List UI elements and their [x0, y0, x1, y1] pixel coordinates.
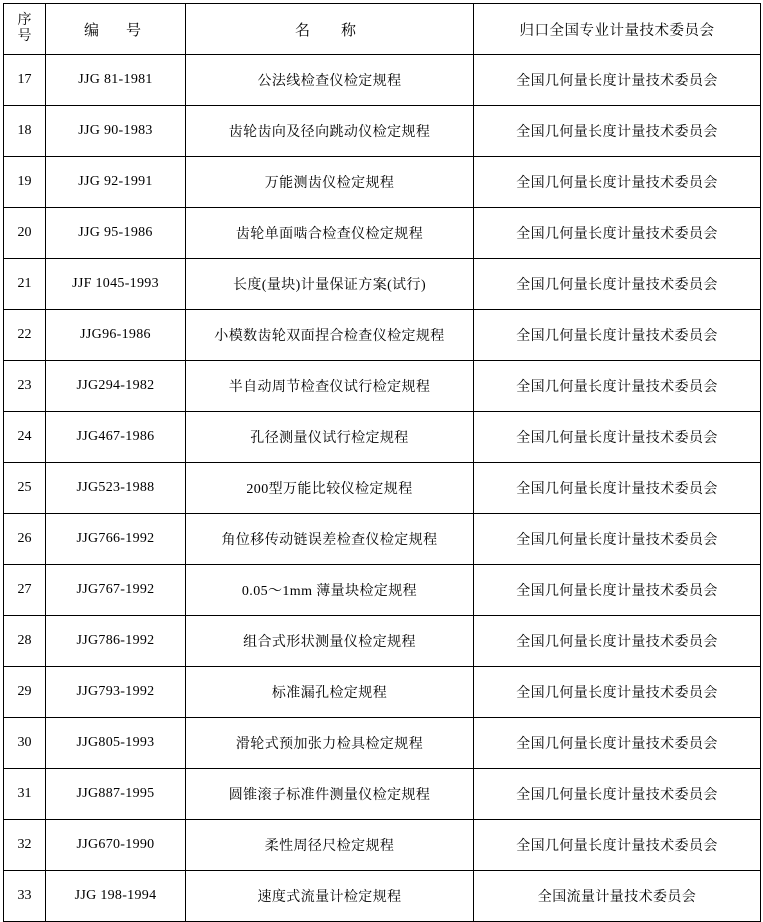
cell-name: 齿轮单面啮合检查仪检定规程: [186, 208, 474, 259]
column-header-sequence: [4, 4, 46, 55]
cell-sequence: 21: [4, 259, 46, 310]
cell-name: 速度式流量计检定规程: [186, 871, 474, 922]
table-body: [4, 55, 761, 922]
cell-committee: 全国几何量长度计量技术委员会: [474, 55, 761, 106]
column-header-name: 名 称: [186, 4, 474, 55]
cell-committee: 全国几何量长度计量技术委员会: [474, 157, 761, 208]
table-row: [4, 616, 761, 667]
table-header-row: [4, 4, 761, 55]
table-header: [4, 4, 761, 55]
cell-sequence: 29: [4, 667, 46, 718]
cell-committee: 全国几何量长度计量技术委员会: [474, 667, 761, 718]
cell-sequence: 24: [4, 412, 46, 463]
cell-code: JJG887-1995: [46, 769, 186, 820]
cell-name: 半自动周节检查仪试行检定规程: [186, 361, 474, 412]
column-header-sequence-line1: 序: [17, 12, 32, 28]
table-row: [4, 208, 761, 259]
table-row: [4, 667, 761, 718]
table-row: [4, 259, 761, 310]
column-header-committee: 归口全国专业计量技术委员会: [474, 4, 761, 55]
cell-sequence: 18: [4, 106, 46, 157]
cell-committee: 全国几何量长度计量技术委员会: [474, 820, 761, 871]
table-row: [4, 718, 761, 769]
cell-name: 齿轮齿向及径向跳动仪检定规程: [186, 106, 474, 157]
cell-name: 200型万能比较仪检定规程: [186, 463, 474, 514]
cell-code: JJG 198-1994: [46, 871, 186, 922]
cell-code: JJG670-1990: [46, 820, 186, 871]
cell-code: JJG467-1986: [46, 412, 186, 463]
table-row: [4, 361, 761, 412]
table-row: [4, 871, 761, 922]
cell-sequence: 19: [4, 157, 46, 208]
table-row: [4, 514, 761, 565]
cell-committee: 全国几何量长度计量技术委员会: [474, 310, 761, 361]
table-row: [4, 463, 761, 514]
cell-name: 圆锥滚子标准件测量仪检定规程: [186, 769, 474, 820]
cell-committee: 全国几何量长度计量技术委员会: [474, 514, 761, 565]
cell-code: JJG 95-1986: [46, 208, 186, 259]
cell-sequence: 17: [4, 55, 46, 106]
table-row: [4, 157, 761, 208]
cell-sequence: 22: [4, 310, 46, 361]
cell-sequence: 25: [4, 463, 46, 514]
cell-sequence: 31: [4, 769, 46, 820]
cell-committee: 全国几何量长度计量技术委员会: [474, 718, 761, 769]
cell-code: JJG523-1988: [46, 463, 186, 514]
cell-code: JJG766-1992: [46, 514, 186, 565]
cell-name: 万能测齿仪检定规程: [186, 157, 474, 208]
cell-name: 角位移传动链误差检查仪检定规程: [186, 514, 474, 565]
cell-code: JJG 92-1991: [46, 157, 186, 208]
cell-sequence: 20: [4, 208, 46, 259]
cell-name: 公法线检查仪检定规程: [186, 55, 474, 106]
cell-code: JJG96-1986: [46, 310, 186, 361]
table-row: [4, 310, 761, 361]
table-row: [4, 106, 761, 157]
cell-committee: 全国流量计量技术委员会: [474, 871, 761, 922]
cell-name: 0.05～1mm 薄量块检定规程: [186, 565, 474, 616]
cell-committee: 全国几何量长度计量技术委员会: [474, 769, 761, 820]
column-header-sequence-line2: 号: [17, 29, 32, 44]
cell-sequence: 33: [4, 871, 46, 922]
cell-committee: 全国几何量长度计量技术委员会: [474, 616, 761, 667]
cell-code: JJG 90-1983: [46, 106, 186, 157]
cell-code: JJG786-1992: [46, 616, 186, 667]
column-header-code: 编 号: [46, 4, 186, 55]
cell-sequence: 32: [4, 820, 46, 871]
cell-name: 孔径测量仪试行检定规程: [186, 412, 474, 463]
cell-committee: 全国几何量长度计量技术委员会: [474, 412, 761, 463]
cell-code: JJG793-1992: [46, 667, 186, 718]
cell-sequence: 28: [4, 616, 46, 667]
table-row: [4, 769, 761, 820]
cell-name: 组合式形状测量仪检定规程: [186, 616, 474, 667]
cell-name: 长度(量块)计量保证方案(试行): [186, 259, 474, 310]
cell-code: JJF 1045-1993: [46, 259, 186, 310]
cell-code: JJG 81-1981: [46, 55, 186, 106]
cell-name: 小模数齿轮双面捏合检查仪检定规程: [186, 310, 474, 361]
verification-regulation-table: [3, 3, 761, 922]
cell-committee: 全国几何量长度计量技术委员会: [474, 259, 761, 310]
cell-name: 滑轮式预加张力检具检定规程: [186, 718, 474, 769]
cell-code: JJG294-1982: [46, 361, 186, 412]
cell-code: JJG767-1992: [46, 565, 186, 616]
cell-sequence: 27: [4, 565, 46, 616]
cell-committee: 全国几何量长度计量技术委员会: [474, 361, 761, 412]
cell-sequence: 23: [4, 361, 46, 412]
cell-committee: 全国几何量长度计量技术委员会: [474, 463, 761, 514]
cell-name: 标准漏孔检定规程: [186, 667, 474, 718]
cell-committee: 全国几何量长度计量技术委员会: [474, 208, 761, 259]
cell-committee: 全国几何量长度计量技术委员会: [474, 106, 761, 157]
cell-committee: 全国几何量长度计量技术委员会: [474, 565, 761, 616]
table-row: [4, 412, 761, 463]
cell-name: 柔性周径尺检定规程: [186, 820, 474, 871]
cell-code: JJG805-1993: [46, 718, 186, 769]
table-row: [4, 820, 761, 871]
cell-sequence: 30: [4, 718, 46, 769]
table-row: [4, 565, 761, 616]
table-row: [4, 55, 761, 106]
cell-sequence: 26: [4, 514, 46, 565]
